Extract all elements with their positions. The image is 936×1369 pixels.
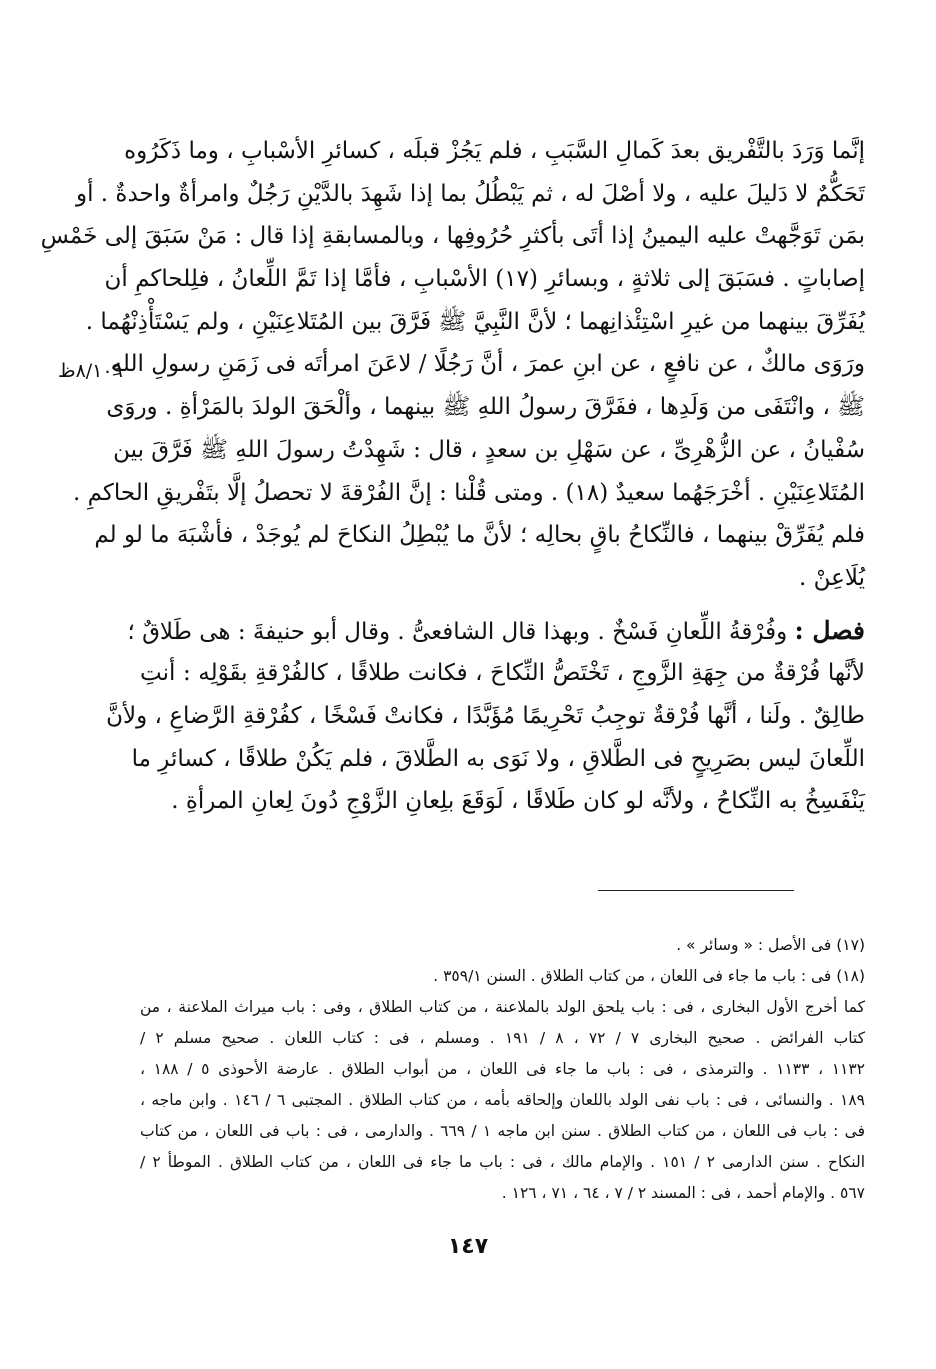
paragraph-1 [40,130,865,343]
text-line: طالِقٌ . ولَنا ، أنَّها فُرْقةٌ توجِبُ تَحْرِيمًا مُؤَبَّدًا ، فكانتْ فَسْخًا ، كفُرْقةِ الرَّضاعِ ، ولأنَّ [106,702,865,729]
footnote-line: فى : باب فى اللعان ، من كتاب الطلاق . سنن ابن ماجه ١ / ٦٦٩ . والدارمى ، فى : باب فى اللعان ، من كتاب [140,1122,865,1140]
text-line [127,610,865,653]
text-line: سُفْيانُ ، عن الزُّهْرِىِّ ، عن سَهْلِ بن سعدٍ ، قال : شَهِدْتُ رسولَ اللهِ ﷺ فَرَّقَ بين [113,436,865,463]
footnote-line: ١١٣٢ ، ١١٣٣ . والترمذى ، فى : باب ما جاء فى اللعان ، من أبواب الطلاق . عارضة الأحوذى ٥ / ١٨٨ ، [140,1060,866,1078]
footnote-line: كتاب الفرائض . صحيح البخارى ٧ / ٧٢ ، ٨ / ١٩١ . ومسلم ، فى : كتاب اللعان . صحيح مسلم ٢ / [140,1029,865,1047]
text-line: تَحَكُّمٌ لا دَليلَ عليه ، ولا أصْلَ له ، ثم يَبْطُلُ بما إذا شَهِدَ بالدَّيْنِ رَجُلٌ وامرأةٌ واحدةٌ . أو [76,180,865,207]
manuscript-folio-note: ٨/١٠٩ظ [58,360,123,382]
footnote-line: النكاح . سنن الدارمى ٢ / ١٥١ . والإمام مالك ، فى : باب ما جاء فى اللعان ، من كتاب الطلاق . الموطأ ٢ / [140,1153,865,1171]
text-line: يُلَاعِنْ . [799,564,865,591]
footnote-line: ٥٦٧ . والإمام أحمد ، فى : المسند ٢ / ٧ ، ٦٤ ، ٧١ ، ١٢٦ . [501,1184,865,1202]
text-line: لأنَّها فُرْقةٌ من جِهَةِ الزَّوجِ ، تَخْتَصُّ النِّكاحَ ، فكانت طلاقًا ، كالفُرْقةِ بقَوْلِه : أنتِ [140,660,865,687]
text-line-body: وفُرْقةُ اللِّعانِ فَسْخٌ . وبهذا قال الشافعىُّ . وقال أبو حنيفةَ : هى طَلاقٌ ؛ [127,618,788,645]
text-line: ورَوَى مالكٌ ، عن نافعٍ ، عن ابنِ عمرَ ، أنَّ رَجُلًا / لاعَنَ امرأتَه فى زَمَنِ رسولِ اللهِ [110,351,865,378]
text-line: فلم يُفَرِّقْ بينهما ، فالنِّكاحُ باقٍ بحالِه ؛ لأنَّ ما يُبْطِلُ النكاحَ لم يُوجَدْ ، فأشْبَهَ ما لو لم [94,522,865,549]
paragraph-fasl [106,610,865,823]
text-line: إصاباتٍ . فسَبَقَ إلى ثلاثةٍ ، وبسائرِ (١٧) الأسْبابِ ، فأمَّا إذا تَمَّ اللِّعانُ ، فلِلحاكمِ أن [104,266,865,293]
text-line: إنَّما وَرَدَ بالتَّفْريق بعدَ كَمالِ السَّبَبِ ، فلم يَجُزْ قبلَه ، كسائرِ الأسْبابِ ، وما ذَكَرُوه [124,138,865,164]
footnote-divider [598,890,794,891]
text-line: المُتَلاعِنَيْنِ . أخْرَجَهُما سعيدٌ (١٨) . ومتى قُلْنا : إنَّ الفُرْقةَ لا تحصلُ إلَّا بتَفْريقِ الحاكمِ . [72,479,865,506]
footnote-line: ١٨٩ . والنسائى ، فى : باب نفى الولد باللعان وإلحاقه بأمه ، من كتاب الطلاق . المجتبى ٦ / ١٤٦ . وابن ماجه ، [140,1091,866,1109]
text-line: ﷺ ، وانْتَفَى من وَلَدِها ، ففَرَّقَ رسولُ اللهِ ﷺ بينهما ، وألْحَقَ الولدَ بالمَرْأةِ . وروَى [106,394,865,421]
footnote-line: كما أخرج الأول البخارى ، فى : باب يلحق الولد بالملاعنة ، من كتاب الطلاق ، وفى : باب ميراث الملاعنة ، من [140,998,865,1016]
text-line: يَنْفَسِخُ به النِّكاحُ ، ولأنَّه لو كان طَلاقًا ، لَوَقَعَ بلِعانِ الزَّوْجِ دُونَ لِعانِ المرأةِ . [171,788,865,815]
text-line: اللِّعانَ ليس بصَرِيحٍ فى الطَّلاقِ ، ولا نَوَى به الطَّلاقَ ، فلم يَكُنْ طلاقًا ، كسائرِ ما [131,745,865,772]
text-line: بمَن تَوَجَّهتْ عليه اليمينُ إذا أتَى بأكثرِ حُرُوفِها ، وبالمسابقةِ إذا قال : مَنْ سَبَقَ إلى خَمْسِ [40,223,865,250]
section-heading: فصل : [794,615,865,645]
page-number: ١٤٧ [447,1234,489,1259]
footnotes [140,930,865,1209]
footnote-line: (١٧) فى الأصل : « وسائر » . [676,936,865,954]
text-line: يُفَرِّقَ بينهما من غيرِ اسْتِئْذانِهما ؛ لأنَّ النَّبِيَّ ﷺ فَرَّقَ بين المُتَلاعِنَيْنِ ، ولم يَسْتَأْذِنْهُما . [85,308,865,335]
footnote-line: (١٨) فى : باب ما جاء فى اللعان ، من كتاب الطلاق . السنن ٣٥٩/١ . [433,967,865,985]
